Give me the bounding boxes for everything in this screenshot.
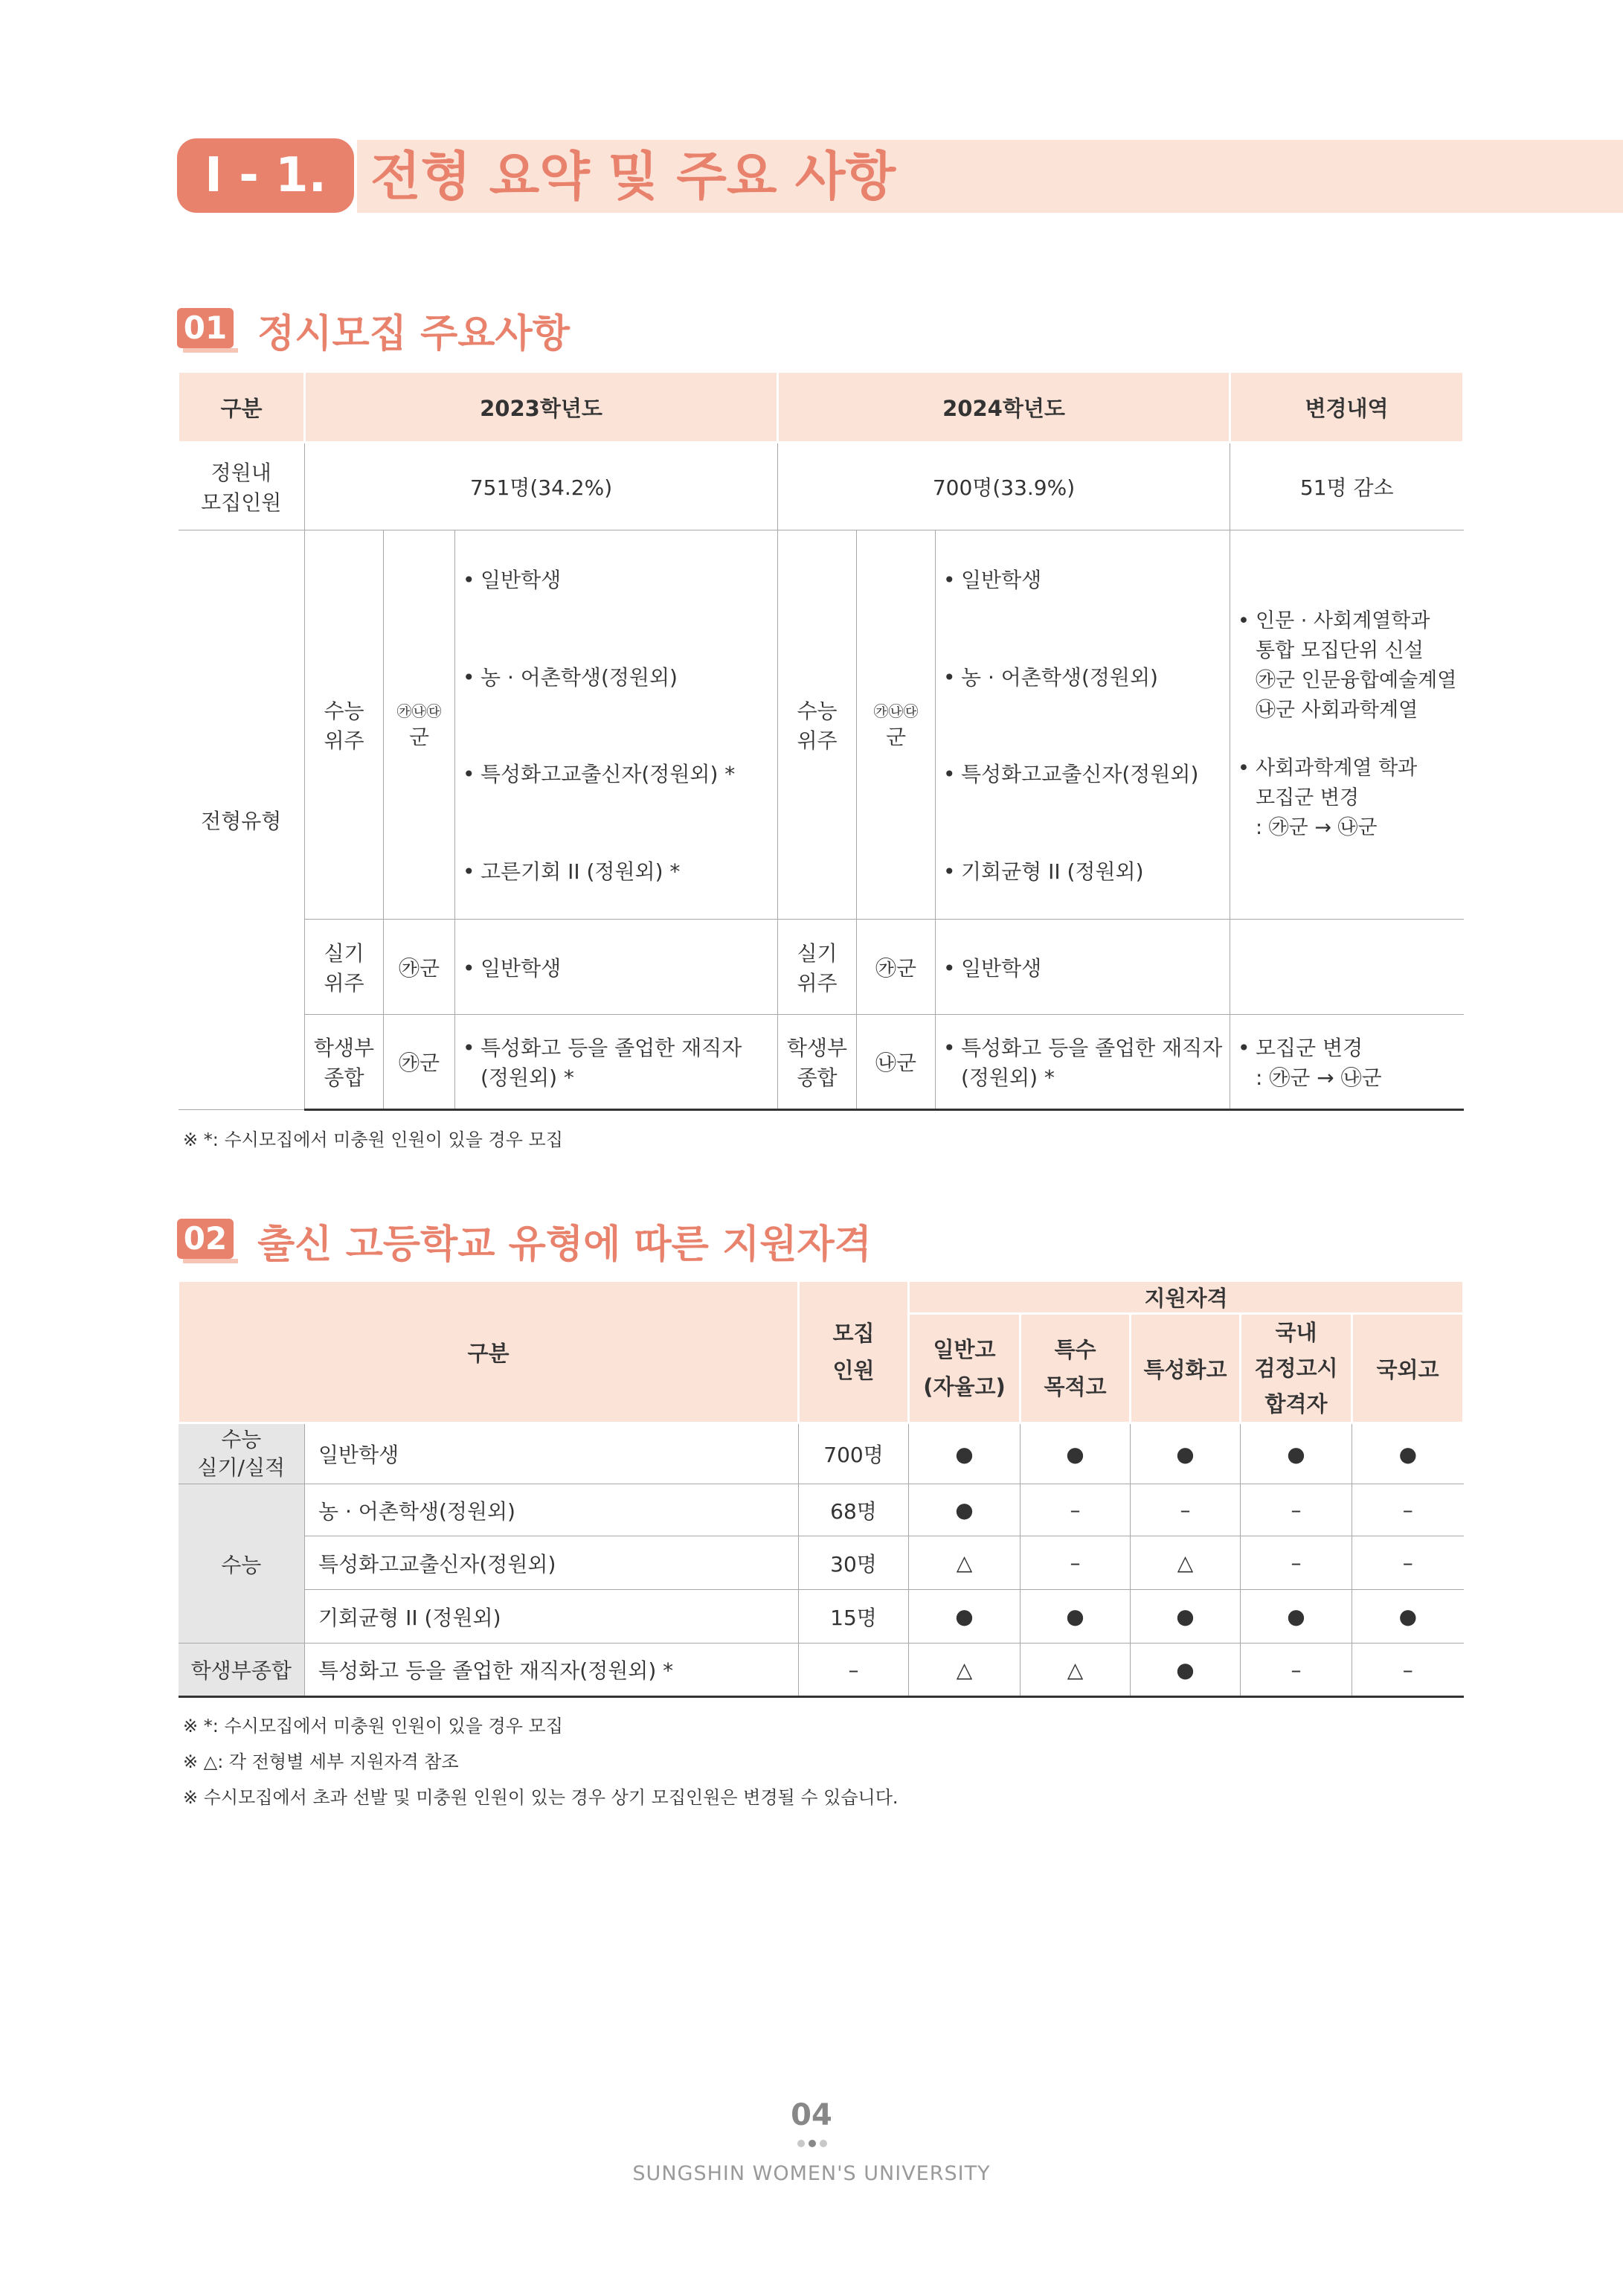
mark: – <box>1352 1644 1464 1697</box>
header-eligibility: 지원자격 <box>909 1281 1464 1314</box>
practical-item-2024: • 일반학생 <box>936 920 1230 1015</box>
mark: – <box>1241 1644 1352 1697</box>
mark: – <box>1131 1484 1241 1536</box>
note-line: ※ *: 수시모집에서 미충원 인원이 있을 경우 모집 <box>183 1716 563 1737</box>
university-name: SUNGSHIN WOMEN'S UNIVERSITY <box>632 2162 991 2185</box>
mark: – <box>1021 1484 1131 1536</box>
mark: ● <box>1131 1590 1241 1644</box>
page-dots <box>797 2140 827 2149</box>
quota-2023: 751명(34.2%) <box>305 443 778 530</box>
eligibility-table <box>177 1280 1465 1698</box>
suneung-items-2024 <box>936 530 1230 920</box>
record-group-2023: ㉮군 <box>384 1015 455 1110</box>
suneung-group-2024: ㉮㉯㉰ 군 <box>857 530 936 920</box>
header-col-ged: 국내 검정고시 합격자 <box>1241 1314 1352 1423</box>
record-item-2024: • 특성화고 등을 졸업한 재직자 (정원외) * <box>936 1015 1230 1110</box>
group-label: 학생부종합 <box>179 1644 305 1697</box>
mark: ● <box>909 1423 1021 1484</box>
list-item: • 특성화고교출신자(정원외) <box>943 762 1199 787</box>
header-col-foreign: 국외고 <box>1352 1314 1464 1423</box>
mark: ● <box>1241 1590 1352 1644</box>
practical-label-2024: 실기 위주 <box>778 920 857 1015</box>
suneung-label-2024: 수능 위주 <box>778 530 857 920</box>
mark: ● <box>1241 1423 1352 1484</box>
row-quota: 700명 <box>799 1423 909 1484</box>
suneung-change: • 인문 · 사회계열학과 통합 모집단위 신설 ㉮군 인문융합예술계열 ㉯군 사회과학계열 • 사회과학계열 학과 모집군 변경 : ㉮군 → ㉯군 <box>1230 530 1464 920</box>
header-col-vocational: 특성화고 <box>1131 1314 1241 1423</box>
row-name: 특성화고교출신자(정원외) <box>305 1536 799 1590</box>
practical-change <box>1230 920 1464 1015</box>
header-col-special: 특수 목적고 <box>1021 1314 1131 1423</box>
type-label: 전형유형 <box>179 530 305 1110</box>
mark: ● <box>909 1484 1021 1536</box>
note-line: ※ 수시모집에서 초과 선발 및 미충원 인원이 있는 경우 상기 모집인원은 변경될 수 있습니다. <box>183 1787 899 1808</box>
header-2024: 2024학년도 <box>778 372 1230 443</box>
mark: – <box>1241 1484 1352 1536</box>
mark: ● <box>1131 1644 1241 1697</box>
list-item: • 고른기회 II (정원외) * <box>463 859 681 884</box>
row-name: 농 · 어촌학생(정원외) <box>305 1484 799 1536</box>
mark: △ <box>909 1536 1021 1590</box>
dot <box>820 2140 827 2147</box>
row-name: 기회균형 II (정원외) <box>305 1590 799 1644</box>
mark: △ <box>1131 1536 1241 1590</box>
record-item-2023: • 특성화고 등을 졸업한 재직자 (정원외) * <box>455 1015 778 1110</box>
record-label-2023: 학생부 종합 <box>305 1015 384 1110</box>
row-quota: 68명 <box>799 1484 909 1536</box>
section-number: 02 <box>177 1219 234 1259</box>
header-col-general: 일반고 (자율고) <box>909 1314 1021 1423</box>
mark: ● <box>909 1590 1021 1644</box>
suneung-label-2023: 수능 위주 <box>305 530 384 920</box>
practical-item-2023: • 일반학생 <box>455 920 778 1015</box>
row-name: 일반학생 <box>305 1423 799 1484</box>
section1-note: ※ *: 수시모집에서 미충원 인원이 있을 경우 모집 <box>183 1129 563 1150</box>
recruitment-summary-table <box>177 371 1465 1111</box>
header-2023: 2023학년도 <box>305 372 778 443</box>
list-item: • 특성화고교출신자(정원외) * <box>463 762 736 787</box>
section-title: 출신 고등학교 유형에 따른 지원자격 <box>257 1222 872 1267</box>
section-title: 정시모집 주요사항 <box>257 312 570 356</box>
mark: ● <box>1131 1423 1241 1484</box>
list-item: • 농 · 어촌학생(정원외) <box>943 664 1158 690</box>
page-title: 전형 요약 및 주요 사항 <box>370 146 896 207</box>
header-quota: 모집 인원 <box>799 1281 909 1423</box>
header-category: 구분 <box>179 1281 799 1423</box>
mark: △ <box>909 1644 1021 1697</box>
record-group-2024: ㉯군 <box>857 1015 936 1110</box>
practical-group-2024: ㉮군 <box>857 920 936 1015</box>
dot <box>809 2140 816 2147</box>
dot <box>797 2140 805 2147</box>
suneung-items-2023 <box>455 530 778 920</box>
record-label-2024: 학생부 종합 <box>778 1015 857 1110</box>
header-category: 구분 <box>179 372 305 443</box>
mark: – <box>1241 1536 1352 1590</box>
section-number: 01 <box>177 308 234 348</box>
section2-notes <box>183 1708 899 1815</box>
mark: △ <box>1021 1644 1131 1697</box>
row-quota: 30명 <box>799 1536 909 1590</box>
mark: ● <box>1352 1590 1464 1644</box>
page-number: 04 <box>791 2098 832 2132</box>
quota-change: 51명 감소 <box>1230 443 1464 530</box>
list-item: • 일반학생 <box>943 568 1042 593</box>
note-line: ※ △: 각 전형별 세부 지원자격 참조 <box>183 1751 459 1772</box>
mark: – <box>1352 1536 1464 1590</box>
chapter-badge: I - 1. <box>177 138 354 213</box>
list-item: • 기회균형 II (정원외) <box>943 859 1144 884</box>
practical-label-2023: 실기 위주 <box>305 920 384 1015</box>
practical-group-2023: ㉮군 <box>384 920 455 1015</box>
mark: – <box>1021 1536 1131 1590</box>
quota-label: 정원내 모집인원 <box>179 443 305 530</box>
list-item: • 농 · 어촌학생(정원외) <box>463 664 678 690</box>
header-change: 변경내역 <box>1230 372 1464 443</box>
mark: ● <box>1021 1590 1131 1644</box>
mark: ● <box>1021 1423 1131 1484</box>
row-name: 특성화고 등을 졸업한 재직자(정원외) * <box>305 1644 799 1697</box>
record-change: • 모집군 변경 : ㉮군 → ㉯군 <box>1230 1015 1464 1110</box>
mark: ● <box>1352 1423 1464 1484</box>
list-item: • 일반학생 <box>463 568 562 593</box>
row-quota: – <box>799 1644 909 1697</box>
row-quota: 15명 <box>799 1590 909 1644</box>
group-label: 수능 <box>179 1484 305 1644</box>
group-label: 수능 실기/실적 <box>179 1423 305 1484</box>
mark: – <box>1352 1484 1464 1536</box>
suneung-group-2023: ㉮㉯㉰ 군 <box>384 530 455 920</box>
quota-2024: 700명(33.9%) <box>778 443 1230 530</box>
